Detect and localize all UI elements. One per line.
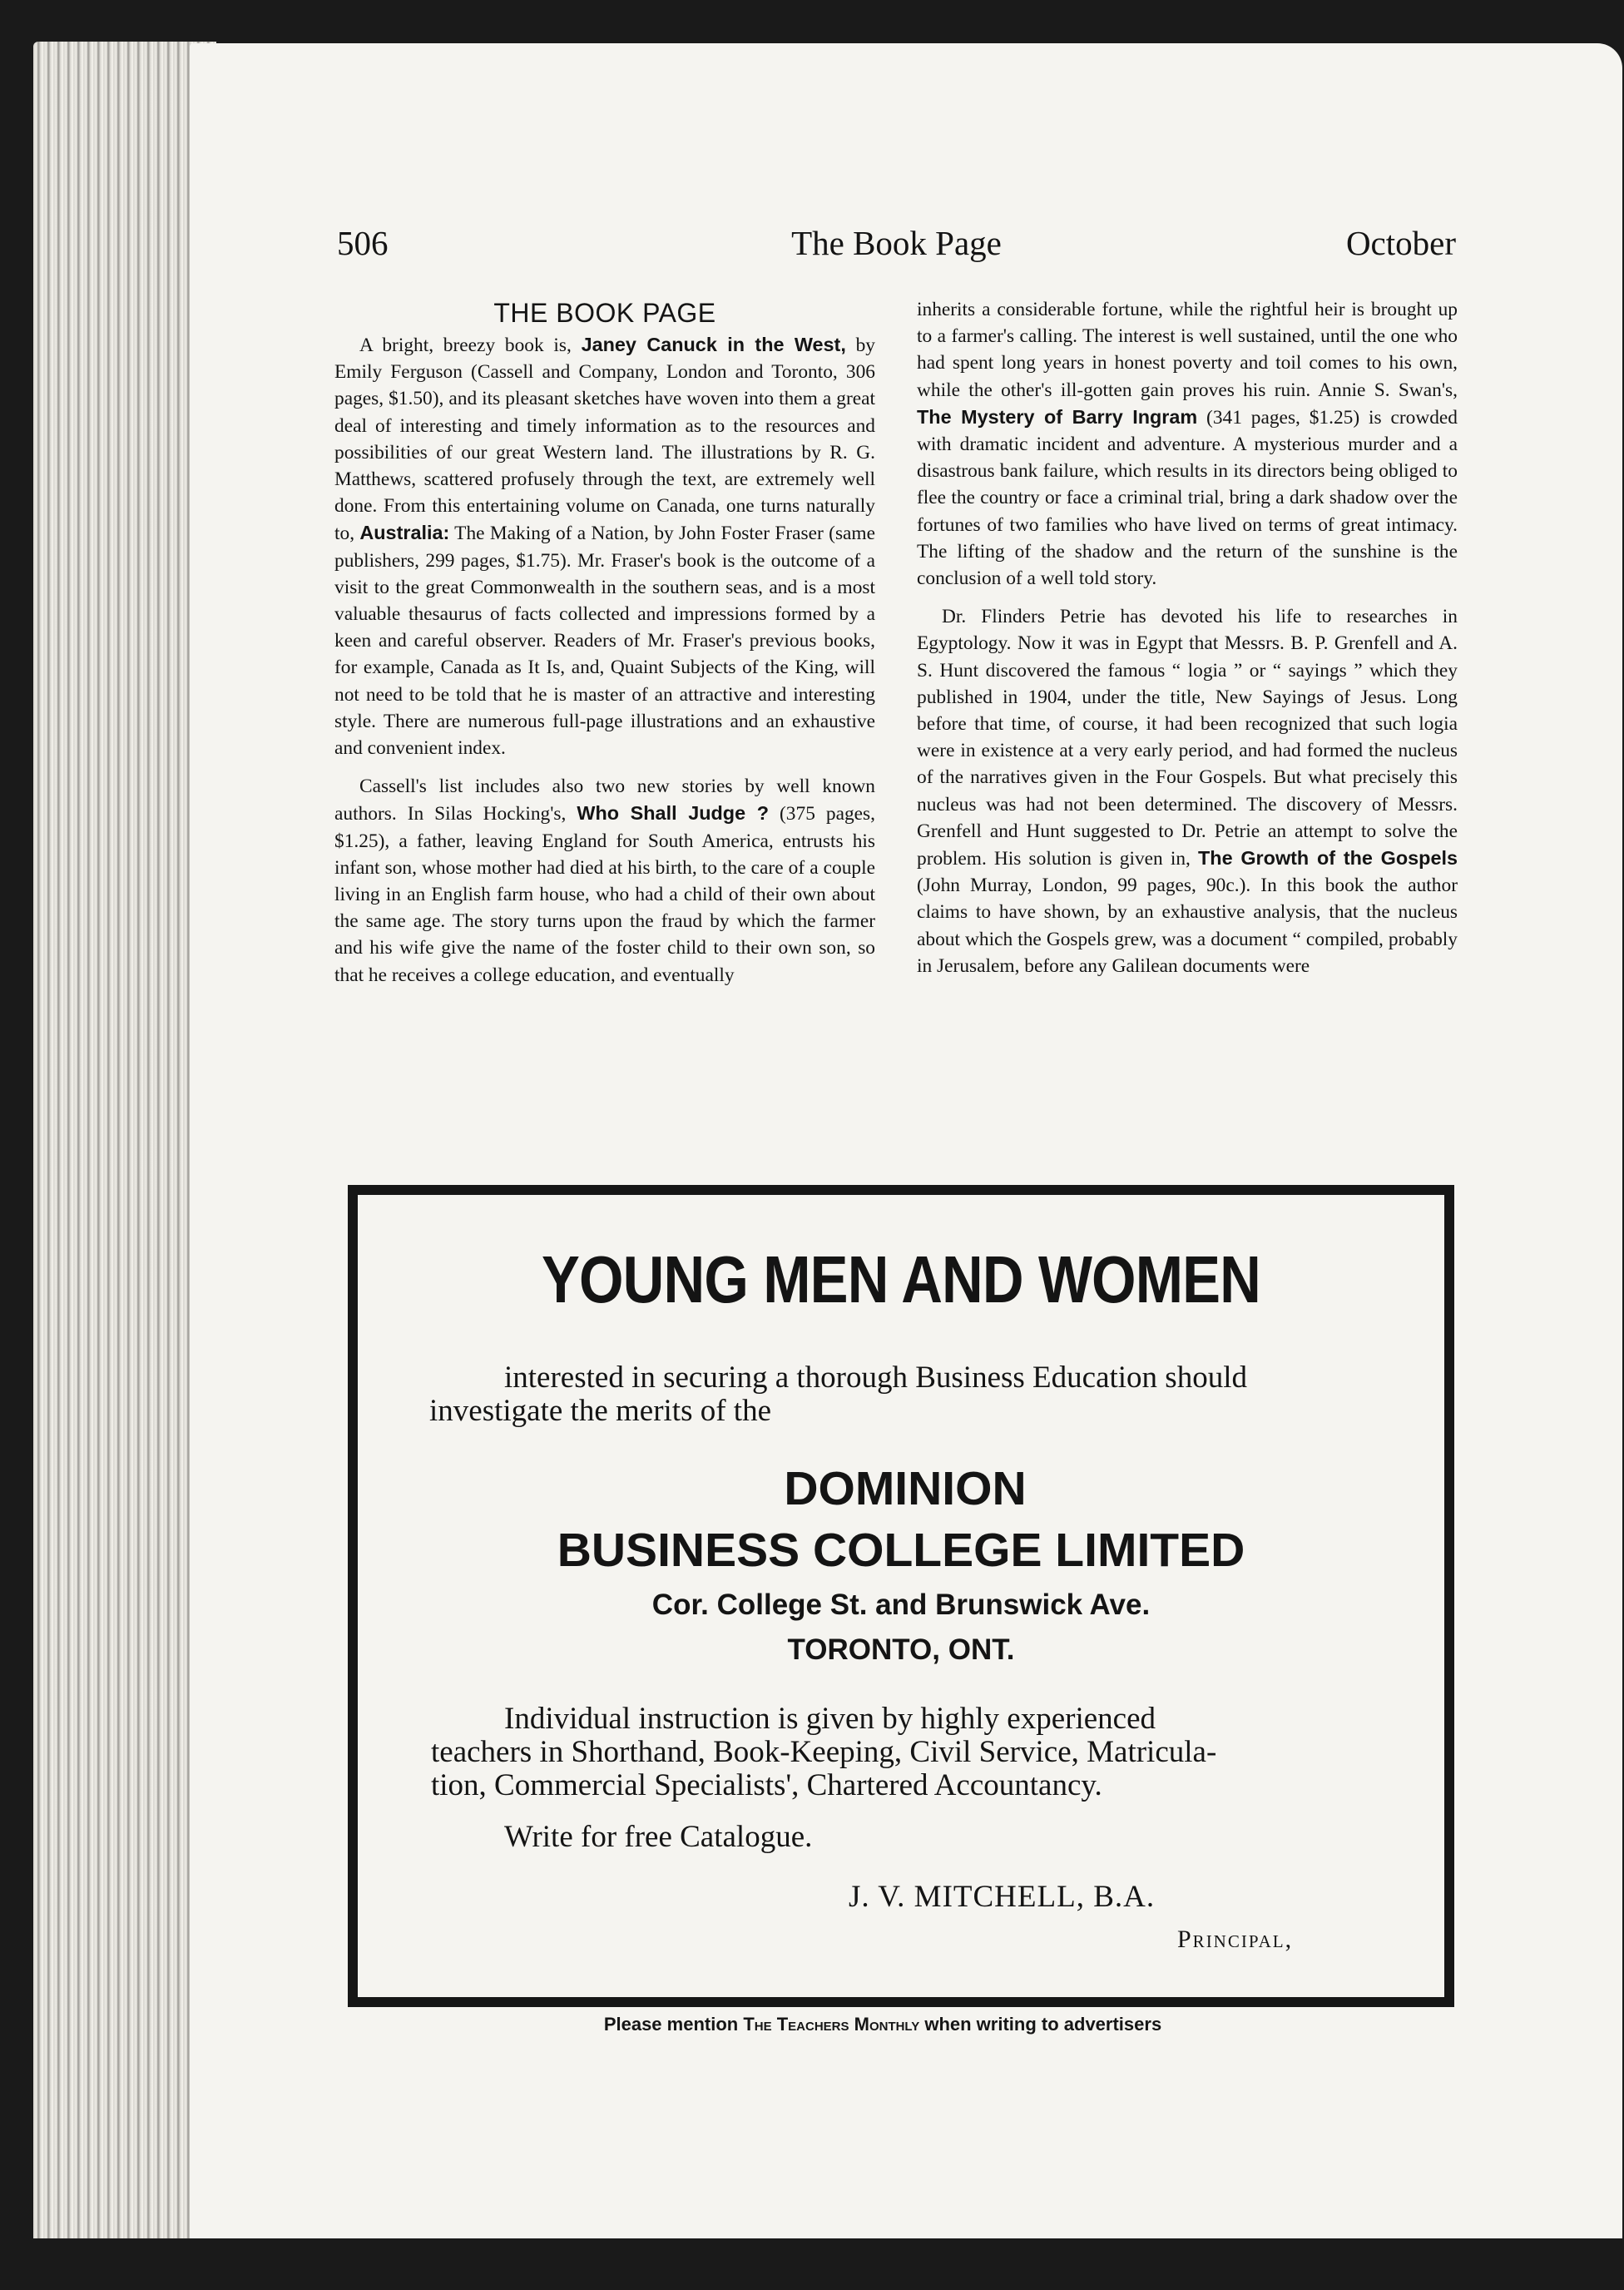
ad-intro (429, 1361, 1386, 1428)
advertiser-note (0, 2014, 1624, 2035)
page-number: 506 (337, 224, 389, 262)
section-heading: THE BOOK PAGE (493, 298, 716, 328)
right-column (917, 296, 1458, 979)
running-title: The Book Page (791, 224, 1002, 262)
paragraph-janey-canuck (334, 331, 875, 761)
paragraph-petrie (917, 603, 1458, 979)
college-address (358, 1583, 1444, 1673)
scan-border (0, 2238, 1624, 2290)
college-name (358, 1458, 1444, 1581)
ad-intro-line: interested in securing a thorough Business Education should (504, 1361, 1247, 1395)
left-column (334, 296, 875, 989)
instruction-line: teachers in Shorthand, Book-Keeping, Civil Service, Matricula- (431, 1735, 1217, 1769)
text-run: Dr. Flinders Petrie has devoted his life to researches in Egyptology. Now it was in Egypt that Messrs. B. P. Grenfell and A. S. Hunt discovered the famous “ logia ” or “ sayings ” which they published in 1904, under the title, New Sayings of Jesus. Long before that time, of course, it had been recognized that such logia were in existence at a very early period, and had formed the nucleus of the narratives given in the Four Gospels. But what precisely this nucleus was had not been determined. The discovery of Messrs. Grenfell and Hunt suggested to Dr. Petrie an attempt to solve the problem. His solution is given in, (917, 606, 1458, 870)
magazine-name: The Teachers Monthly (743, 2014, 920, 2035)
text-run: Cassell's list includes also two new stories by well known authors. In Silas Hocking's, (334, 776, 875, 825)
instruction-line: Individual instruction is given by highly experienced (504, 1702, 1156, 1736)
college-name-line: DOMINION (784, 1462, 1027, 1515)
running-header (337, 223, 1456, 273)
text-run: (341 pages, $1.25) is crowded with dramatic incident and adventure. A mysterious murder and a disastrous bank failure, which results in its directors being obliged to flee the country or face a criminal trial, bring a dark shadow over the fortunes of two families who have lived on terms of great intimacy. The lifting of the shadow and the return of the sunshine is the conclusion of a well told story. (917, 406, 1458, 590)
address-line: Cor. College St. and Brunswick Ave. (651, 1589, 1151, 1621)
book-title-janey-canuck: Janey Canuck in the West, (581, 334, 846, 355)
text-run: The Making of a Nation, by John Foster Fraser (same publishers, 299 pages, $1.75). Mr. Fraser's book is the outcome of a visit to the great Commonwealth in the southern seas, and is a most valuable thesaurus of facts collected and impressions formed by a keen and careful observer. Readers of Mr. Fraser's previous books, for example, Canada as It Is, and, Quaint Subjects of the King, will not need to be told that he is master of an attractive and interesting style. There are numerous full-page illustrations and an exhaustive and convenient index. (334, 523, 875, 760)
instruction-line: tion, Commercial Specialists', Chartered Accountancy. (431, 1768, 1102, 1802)
issue-month: October (1345, 224, 1456, 262)
college-advertisement (348, 1185, 1454, 2007)
ad-headline: YOUNG MEN AND WOMEN (541, 1242, 1261, 1316)
text-run: A bright, breezy book is, (359, 335, 582, 356)
book-title-barry-ingram: The Mystery of Barry Ingram (917, 405, 1198, 428)
book-title-growth-of-gospels: The Growth of the Gospels (1198, 847, 1458, 870)
book-title-australia: Australia: (359, 522, 450, 544)
college-name-line: BUSINESS COLLEGE LIMITED (557, 1524, 1245, 1577)
address-line: TORONTO, ONT. (787, 1633, 1015, 1666)
book-title-who-shall-judge: Who Shall Judge ? (577, 802, 770, 825)
text-run: (375 pages, $1.25), a father, leaving England for South America, entrusts his infant son, whose mother had died at his birth, to the care of a couple living in an English farm house, who had a child of their own about the same age. The story turns upon the fraud by which the farmer and his wife give the name of the foster child to their own son, so that he receives a college education, and eventually (334, 803, 875, 986)
text-run: (John Murray, London, 99 pages, 90c.). In this book the author claims to have shown, by an exhaustive analysis, that the nucleus about which the Gospels grew, was a document “ compiled, probably in Jerusalem, before any Galilean documents were (917, 875, 1458, 977)
footer-text: when writing to advertisers (919, 2014, 1162, 2035)
book-page-edges (33, 42, 216, 2247)
catalogue-offer: Write for free Catalogue. (504, 1820, 813, 1854)
paragraph-continuation (917, 296, 1458, 592)
footer-text: Please mention (603, 2014, 744, 2035)
paragraph-cassell-stories (334, 773, 875, 989)
principal-title: Principal, (1177, 1926, 1294, 1953)
text-run: inherits a considerable fortune, while the rightful heir is brought up to a farmer's calling. The interest is well sustained, until the one who had spent long years in honest poverty and toil comes to his own, while the other's ill-gotten gain proves his ruin. Annie S. Swan's, (917, 299, 1458, 401)
ad-instruction (431, 1703, 1396, 1802)
ad-intro-line: investigate the merits of the (429, 1394, 771, 1428)
text-run: by Emily Ferguson (Cassell and Company, London and Toronto, 306 pages, $1.50), and its pleasant sketches have woven into them a great deal of interesting and timely information as to the resources and possibilities of our great Western land. The illustrations by R. G. Matthews, scattered profusely through the text, are extremely well done. From this entertaining volume on Canada, one turns naturally to, (334, 335, 875, 545)
principal-name: J. V. MITCHELL, B.A. (849, 1880, 1156, 1914)
